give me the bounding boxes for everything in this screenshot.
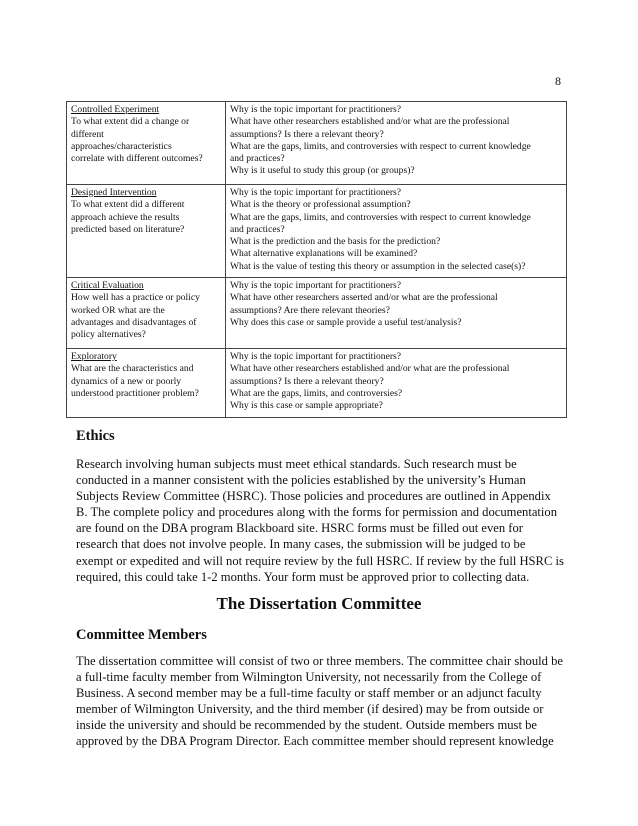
research-type-name: Controlled Experiment [71,104,160,115]
guiding-questions-cell [226,185,567,278]
page-number: 8 [555,74,561,88]
ethics-paragraph [76,456,568,585]
research-type-description-line: advantages and disadvantages of [71,316,197,328]
guiding-question-line: What alternative explanations will be examined? [230,248,418,260]
research-type-description-line: predicted based on literature? [71,223,185,235]
paragraph-line: approved by the DBA Program Director. Each committee member should represent knowledge [76,734,554,749]
research-type-name: Critical Evaluation [71,280,144,292]
guiding-question-line: Why is the topic important for practitioners? [230,351,402,363]
guiding-question-line: What are the gaps, limits, and controversies? [230,387,403,399]
guiding-questions-cell [226,102,567,185]
research-type-description-line: To what extent did a different [71,199,185,211]
research-type-name: Exploratory [71,351,117,363]
guiding-question-line: What is the theory or professional assumption? [230,199,411,211]
guiding-question-line: Why is it useful to study this group (or groups)? [230,165,415,177]
paragraph-line: member of Wilmington University, and the third member (if desired) may be from outside or [76,702,544,717]
table-row [67,185,567,278]
section-title: The Dissertation Committee [216,594,422,613]
table-row [67,278,567,349]
guiding-question-line: Why does this case or sample provide a useful test/analysis? [230,316,462,328]
guiding-question-line: Why is the topic important for practitioners? [230,187,402,198]
research-type-description-line: worked OR what are the [71,304,165,316]
guiding-question-line: What is the prediction and the basis for the prediction? [230,236,441,248]
paragraph-line: conducted in a manner consistent with the policies established by the university’s Human [76,473,526,488]
ethics-heading: Ethics [76,428,115,444]
research-type-description-line: approaches/characteristics [71,140,172,152]
paragraph-line: B. The complete policy and procedures along with the forms for permission and documentation [76,505,558,520]
guiding-questions-cell [226,278,567,349]
research-type-description-line: correlate with different outcomes? [71,153,203,165]
guiding-question-line: assumptions? Is there a relevant theory? [230,375,384,387]
guiding-question-line: What are the gaps, limits, and controversies with respect to current knowledge [230,140,531,152]
research-type-description-line: understood practitioner problem? [71,387,199,399]
paragraph-line: exempt or expedited and will not require review by the full HSRC. If review by the full HSRC is [76,553,564,568]
research-type-table [66,101,567,418]
research-type-cell [67,185,226,278]
table-row [67,102,567,185]
paragraph-line: Business. A second member may be a full-time faculty or staff member or an adjunct faculty [76,686,542,701]
committee-members-heading: Committee Members [76,627,207,643]
paragraph-line: The dissertation committee will consist of two or three members. The committee chair should be [76,654,563,668]
research-type-description-line: How well has a practice or policy [71,292,200,304]
guiding-question-line: What is the value of testing this theory or assumption in the selected case(s)? [230,260,526,272]
guiding-question-line: Why is this case or sample appropriate? [230,400,383,412]
paragraph-line: research that does not involve people. In many cases, the submission will be judged to be [76,537,526,552]
paragraph-line: Subjects Review Committee (HSRC). Those policies and procedures are outlined in Appendix [76,489,551,504]
research-type-cell [67,278,226,349]
research-type-description-line: dynamics of a new or poorly [71,375,182,387]
guiding-question-line: Why is the topic important for practitioners? [230,280,402,292]
guiding-question-line: assumptions? Is there a relevant theory? [230,128,384,140]
guiding-question-line: What have other researchers asserted and/or what are the professional [230,292,498,304]
guiding-question-line: What have other researchers established and/or what are the professional [230,116,510,128]
guiding-question-line: and practices? [230,153,285,165]
paragraph-line: required, this could take 1-2 months. Your form must be approved prior to collecting data. [76,569,530,584]
guiding-question-line: What are the gaps, limits, and controversies with respect to current knowledge [230,211,531,223]
research-type-description-line: different [71,128,104,140]
committee-paragraph [76,653,568,750]
research-type-description-line: What are the characteristics and [71,363,194,375]
paragraph-line: inside the university and should be recommended by the student. Outside members must be [76,718,537,733]
paragraph-line: a full-time faculty member from Wilmington University, not necessarily from the College of [76,670,542,685]
research-type-cell [67,102,226,185]
paragraph-line: Research involving human subjects must meet ethical standards. Such research must be [76,457,517,471]
guiding-question-line: and practices? [230,223,285,235]
research-type-cell [67,349,226,417]
guiding-question-line: What have other researchers established and/or what are the professional [230,363,510,375]
guiding-question-line: assumptions? Are there relevant theories? [230,304,390,316]
guiding-questions-cell [226,349,567,417]
research-type-description-line: approach achieve the results [71,211,180,223]
guiding-question-line: Why is the topic important for practitioners? [230,104,402,115]
research-type-description-line: policy alternatives? [71,329,146,341]
research-type-name: Designed Intervention [71,187,157,198]
table-row [67,349,567,417]
research-type-description-line: To what extent did a change or [71,116,190,128]
paragraph-line: are found on the DBA program Blackboard site. HSRC forms must be filled out even for [76,521,523,536]
